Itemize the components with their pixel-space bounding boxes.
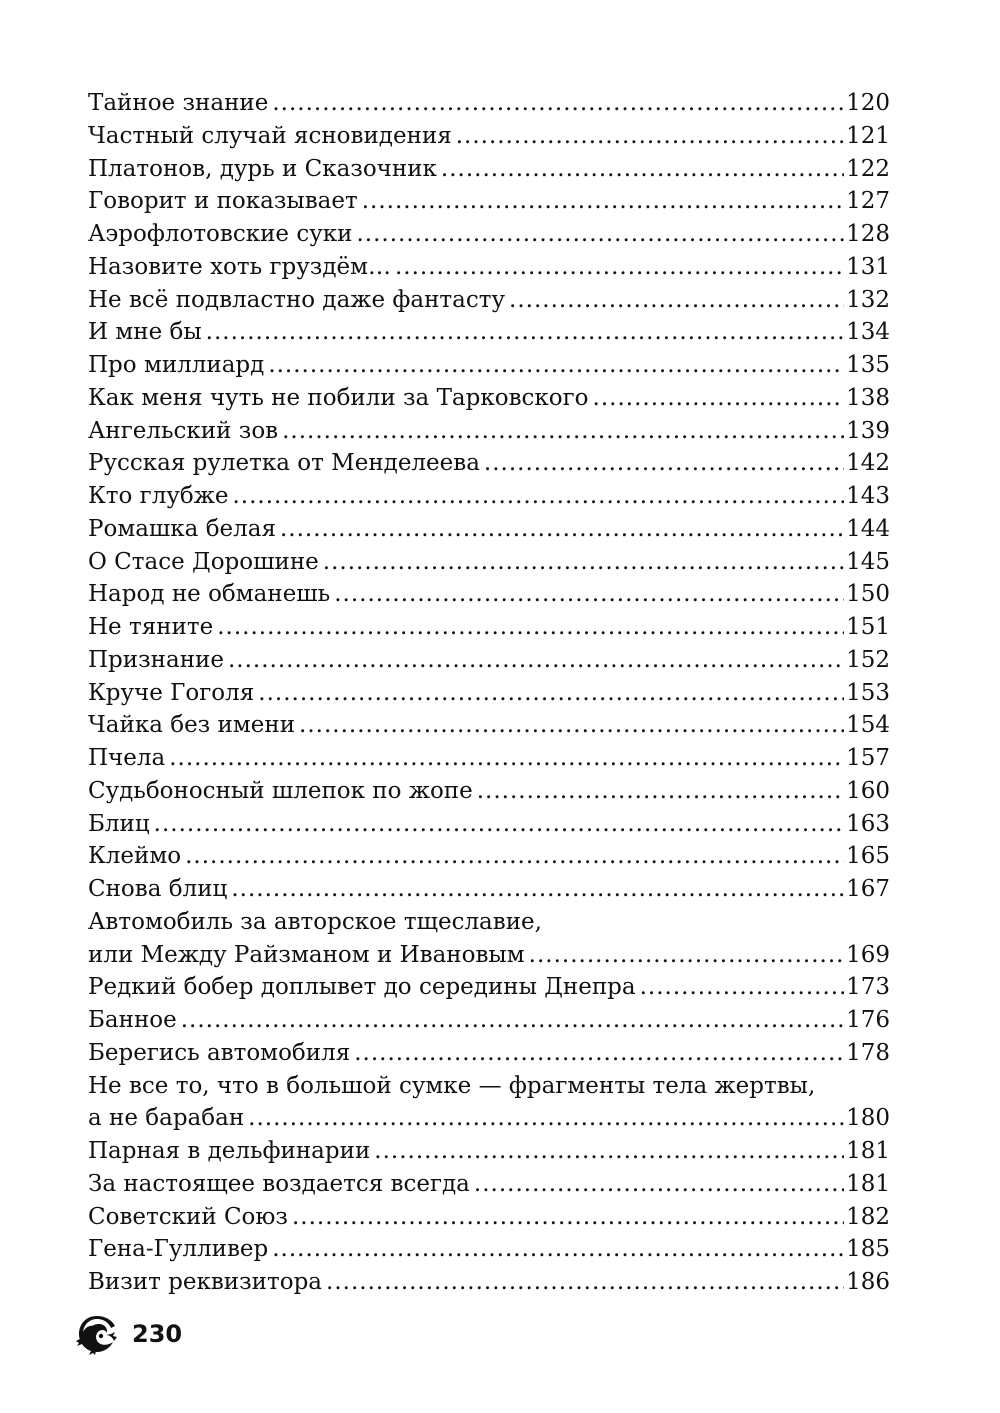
toc-entry-page: 132 bbox=[846, 286, 890, 313]
page-footer bbox=[76, 1312, 182, 1356]
toc-leader-dots bbox=[374, 1135, 844, 1168]
toc-entry-title: Частный случай ясновидения bbox=[88, 122, 452, 149]
toc-leader-dots bbox=[292, 1201, 844, 1234]
toc-entry-title: Редкий бобер доплывет до середины Днепра bbox=[88, 974, 636, 1001]
toc-leader-dots bbox=[484, 447, 844, 480]
toc-entry bbox=[88, 1135, 890, 1168]
toc-entry-page: 122 bbox=[846, 155, 890, 182]
toc-leader-dots bbox=[185, 840, 844, 873]
toc-entry bbox=[88, 251, 890, 284]
toc-entry-page: 121 bbox=[846, 122, 890, 149]
toc-entry-page: 176 bbox=[846, 1007, 890, 1033]
toc-entry-page: 151 bbox=[846, 614, 890, 640]
toc-leader-dots bbox=[593, 382, 845, 415]
toc-entry-page: 163 bbox=[846, 810, 890, 837]
toc-entry-title: Не все то, что в большой сумке — фрагменты тела жертвы, bbox=[88, 1072, 816, 1099]
toc-entry-title: Не всё подвластно даже фантасту bbox=[88, 286, 506, 313]
toc-entry bbox=[88, 1004, 890, 1037]
toc-entry bbox=[88, 1266, 890, 1299]
toc-entry bbox=[88, 415, 890, 448]
toc-entry-title: Кто глубже bbox=[88, 483, 229, 509]
toc-leader-dots bbox=[268, 349, 844, 382]
toc-entry bbox=[88, 218, 890, 251]
toc-entry bbox=[88, 480, 890, 513]
toc-entry-title: Снова блиц bbox=[88, 876, 228, 902]
toc-entry-page: 178 bbox=[846, 1039, 890, 1066]
toc-entry-page: 128 bbox=[846, 221, 890, 247]
toc-leader-dots bbox=[154, 808, 844, 841]
toc-entry-title: За настоящее воздается всегда bbox=[88, 1170, 470, 1197]
toc-entry-page: 127 bbox=[846, 188, 890, 215]
toc-entry bbox=[88, 1201, 890, 1234]
toc-entry-title: Тайное знание bbox=[88, 90, 269, 116]
toc-leader-dots bbox=[640, 971, 844, 1004]
toc-entry-page: 144 bbox=[846, 515, 890, 542]
toc-entry-page: 182 bbox=[846, 1203, 890, 1230]
toc-entry-title: Берегись автомобиля bbox=[88, 1039, 351, 1066]
toc-entry-title: Автомобиль за авторское тщеславие, bbox=[88, 908, 542, 935]
toc-entry bbox=[88, 513, 890, 546]
toc-entry-page: 180 bbox=[846, 1105, 890, 1132]
toc-entry-page: 185 bbox=[846, 1236, 890, 1263]
toc-entry-page: 150 bbox=[846, 581, 890, 608]
toc-leader-dots bbox=[395, 251, 844, 284]
toc-leader-dots bbox=[280, 513, 844, 546]
toc-leader-dots bbox=[217, 611, 844, 644]
toc-entry-page: 143 bbox=[846, 483, 890, 509]
toc-entry-title: Русская рулетка от Менделеева bbox=[88, 450, 480, 477]
toc-leader-dots bbox=[272, 87, 844, 120]
toc-entry bbox=[88, 906, 890, 939]
toc-leader-dots bbox=[169, 742, 844, 775]
toc-leader-dots bbox=[441, 153, 844, 186]
toc-entry-title: Банное bbox=[88, 1007, 177, 1033]
toc-entry-title: О Стасе Дорошине bbox=[88, 548, 319, 575]
toc-entry-title: Назовите хоть груздём… bbox=[88, 253, 391, 280]
toc-entry-title: или Между Райзманом и Ивановым bbox=[88, 941, 525, 968]
toc-entry-page: 165 bbox=[846, 843, 890, 870]
toc-entry-page: 186 bbox=[846, 1269, 890, 1295]
toc-entry bbox=[88, 349, 890, 382]
toc-entry-page: 167 bbox=[846, 876, 890, 902]
toc-entry bbox=[88, 709, 890, 742]
toc-entry-page: 160 bbox=[846, 777, 890, 804]
toc-entry-page: 153 bbox=[846, 679, 890, 706]
toc-entry bbox=[88, 808, 890, 841]
toc-entry bbox=[88, 447, 890, 480]
toc-entry-title: Ромашка белая bbox=[88, 515, 276, 542]
toc-entry-page: 157 bbox=[846, 745, 890, 771]
toc-entry-page: 139 bbox=[846, 417, 890, 444]
toc-entry bbox=[88, 284, 890, 317]
toc-entry-title: Пчела bbox=[88, 745, 166, 771]
toc-entry bbox=[88, 1233, 890, 1266]
table-of-contents bbox=[88, 87, 890, 1299]
toc-entry bbox=[88, 775, 890, 808]
toc-leader-dots bbox=[248, 1102, 844, 1135]
toc-entry bbox=[88, 153, 890, 186]
toc-leader-dots bbox=[456, 120, 844, 153]
toc-entry-page: 173 bbox=[846, 974, 890, 1001]
toc-entry-page: 120 bbox=[846, 90, 890, 116]
toc-entry-title: Не тяните bbox=[88, 614, 214, 640]
toc-entry-title: Аэрофлотовские суки bbox=[88, 221, 353, 247]
toc-entry bbox=[88, 87, 890, 120]
toc-entry-page: 181 bbox=[846, 1170, 890, 1197]
toc-entry-page: 135 bbox=[846, 352, 890, 378]
toc-leader-dots bbox=[233, 480, 845, 513]
dragon-emblem-icon bbox=[76, 1313, 118, 1355]
toc-leader-dots bbox=[326, 1266, 844, 1299]
toc-entry-title: Судьбоносный шлепок по жопе bbox=[88, 777, 473, 804]
toc-leader-dots bbox=[272, 1233, 844, 1266]
toc-entry-title: И мне бы bbox=[88, 319, 202, 346]
toc-entry bbox=[88, 611, 890, 644]
toc-entry-page: 181 bbox=[846, 1138, 890, 1164]
toc-entry bbox=[88, 1168, 890, 1201]
toc-entry-title: Говорит и показывает bbox=[88, 188, 358, 215]
page-number: 230 bbox=[132, 1320, 183, 1348]
toc-entry-page: 131 bbox=[846, 253, 890, 280]
toc-entry-title: Признание bbox=[88, 646, 224, 673]
toc-entry-title: Блиц bbox=[88, 810, 150, 837]
toc-entry-title: Платонов, дурь и Сказочник bbox=[88, 155, 437, 182]
toc-entry-title: Как меня чуть не побили за Тарковского bbox=[88, 384, 589, 411]
toc-entry bbox=[88, 185, 890, 218]
toc-leader-dots bbox=[509, 284, 844, 317]
toc-leader-dots bbox=[474, 1168, 844, 1201]
toc-entry-page: 142 bbox=[846, 450, 890, 477]
toc-leader-dots bbox=[362, 185, 844, 218]
toc-leader-dots bbox=[299, 709, 844, 742]
toc-leader-dots bbox=[323, 546, 844, 579]
toc-leader-dots bbox=[181, 1004, 844, 1037]
toc-entry-page: 134 bbox=[846, 319, 890, 346]
toc-entry-title: Народ не обманешь bbox=[88, 581, 331, 608]
toc-entry bbox=[88, 971, 890, 1004]
toc-leader-dots bbox=[334, 578, 844, 611]
toc-entry bbox=[88, 1102, 890, 1135]
toc-entry-page: 154 bbox=[846, 712, 890, 739]
toc-leader-dots bbox=[282, 415, 844, 448]
toc-entry-title: а не барабан bbox=[88, 1105, 245, 1132]
toc-entry-title: Парная в дельфинарии bbox=[88, 1138, 371, 1164]
toc-leader-dots bbox=[228, 644, 844, 677]
toc-entry-title: Чайка без имени bbox=[88, 712, 296, 739]
toc-entry-page: 138 bbox=[846, 384, 890, 411]
toc-entry-title: Про миллиард bbox=[88, 352, 265, 378]
toc-leader-dots bbox=[258, 677, 844, 710]
toc-leader-dots bbox=[206, 316, 844, 349]
toc-entry-title: Клеймо bbox=[88, 843, 182, 870]
toc-entry bbox=[88, 644, 890, 677]
toc-entry-title: Советский Союз bbox=[88, 1203, 288, 1230]
toc-entry bbox=[88, 120, 890, 153]
toc-entry bbox=[88, 1070, 890, 1103]
toc-entry bbox=[88, 939, 890, 972]
toc-entry-title: Ангельский зов bbox=[88, 417, 279, 444]
toc-entry bbox=[88, 316, 890, 349]
toc-entry bbox=[88, 840, 890, 873]
toc-leader-dots bbox=[477, 775, 844, 808]
toc-leader-dots bbox=[354, 1037, 844, 1070]
toc-leader-dots bbox=[356, 218, 844, 251]
toc-entry bbox=[88, 873, 890, 906]
toc-leader-dots bbox=[529, 939, 844, 972]
toc-entry bbox=[88, 546, 890, 579]
toc-entry bbox=[88, 578, 890, 611]
toc-entry bbox=[88, 1037, 890, 1070]
toc-entry bbox=[88, 742, 890, 775]
toc-entry bbox=[88, 677, 890, 710]
toc-leader-dots bbox=[231, 873, 844, 906]
toc-entry-page: 169 bbox=[846, 941, 890, 968]
toc-entry bbox=[88, 382, 890, 415]
toc-entry-title: Круче Гоголя bbox=[88, 679, 255, 706]
toc-entry-title: Визит реквизитора bbox=[88, 1269, 323, 1295]
toc-entry-page: 145 bbox=[846, 548, 890, 575]
toc-entry-title: Гена-Гулливер bbox=[88, 1236, 269, 1263]
toc-entry-page: 152 bbox=[846, 646, 890, 673]
